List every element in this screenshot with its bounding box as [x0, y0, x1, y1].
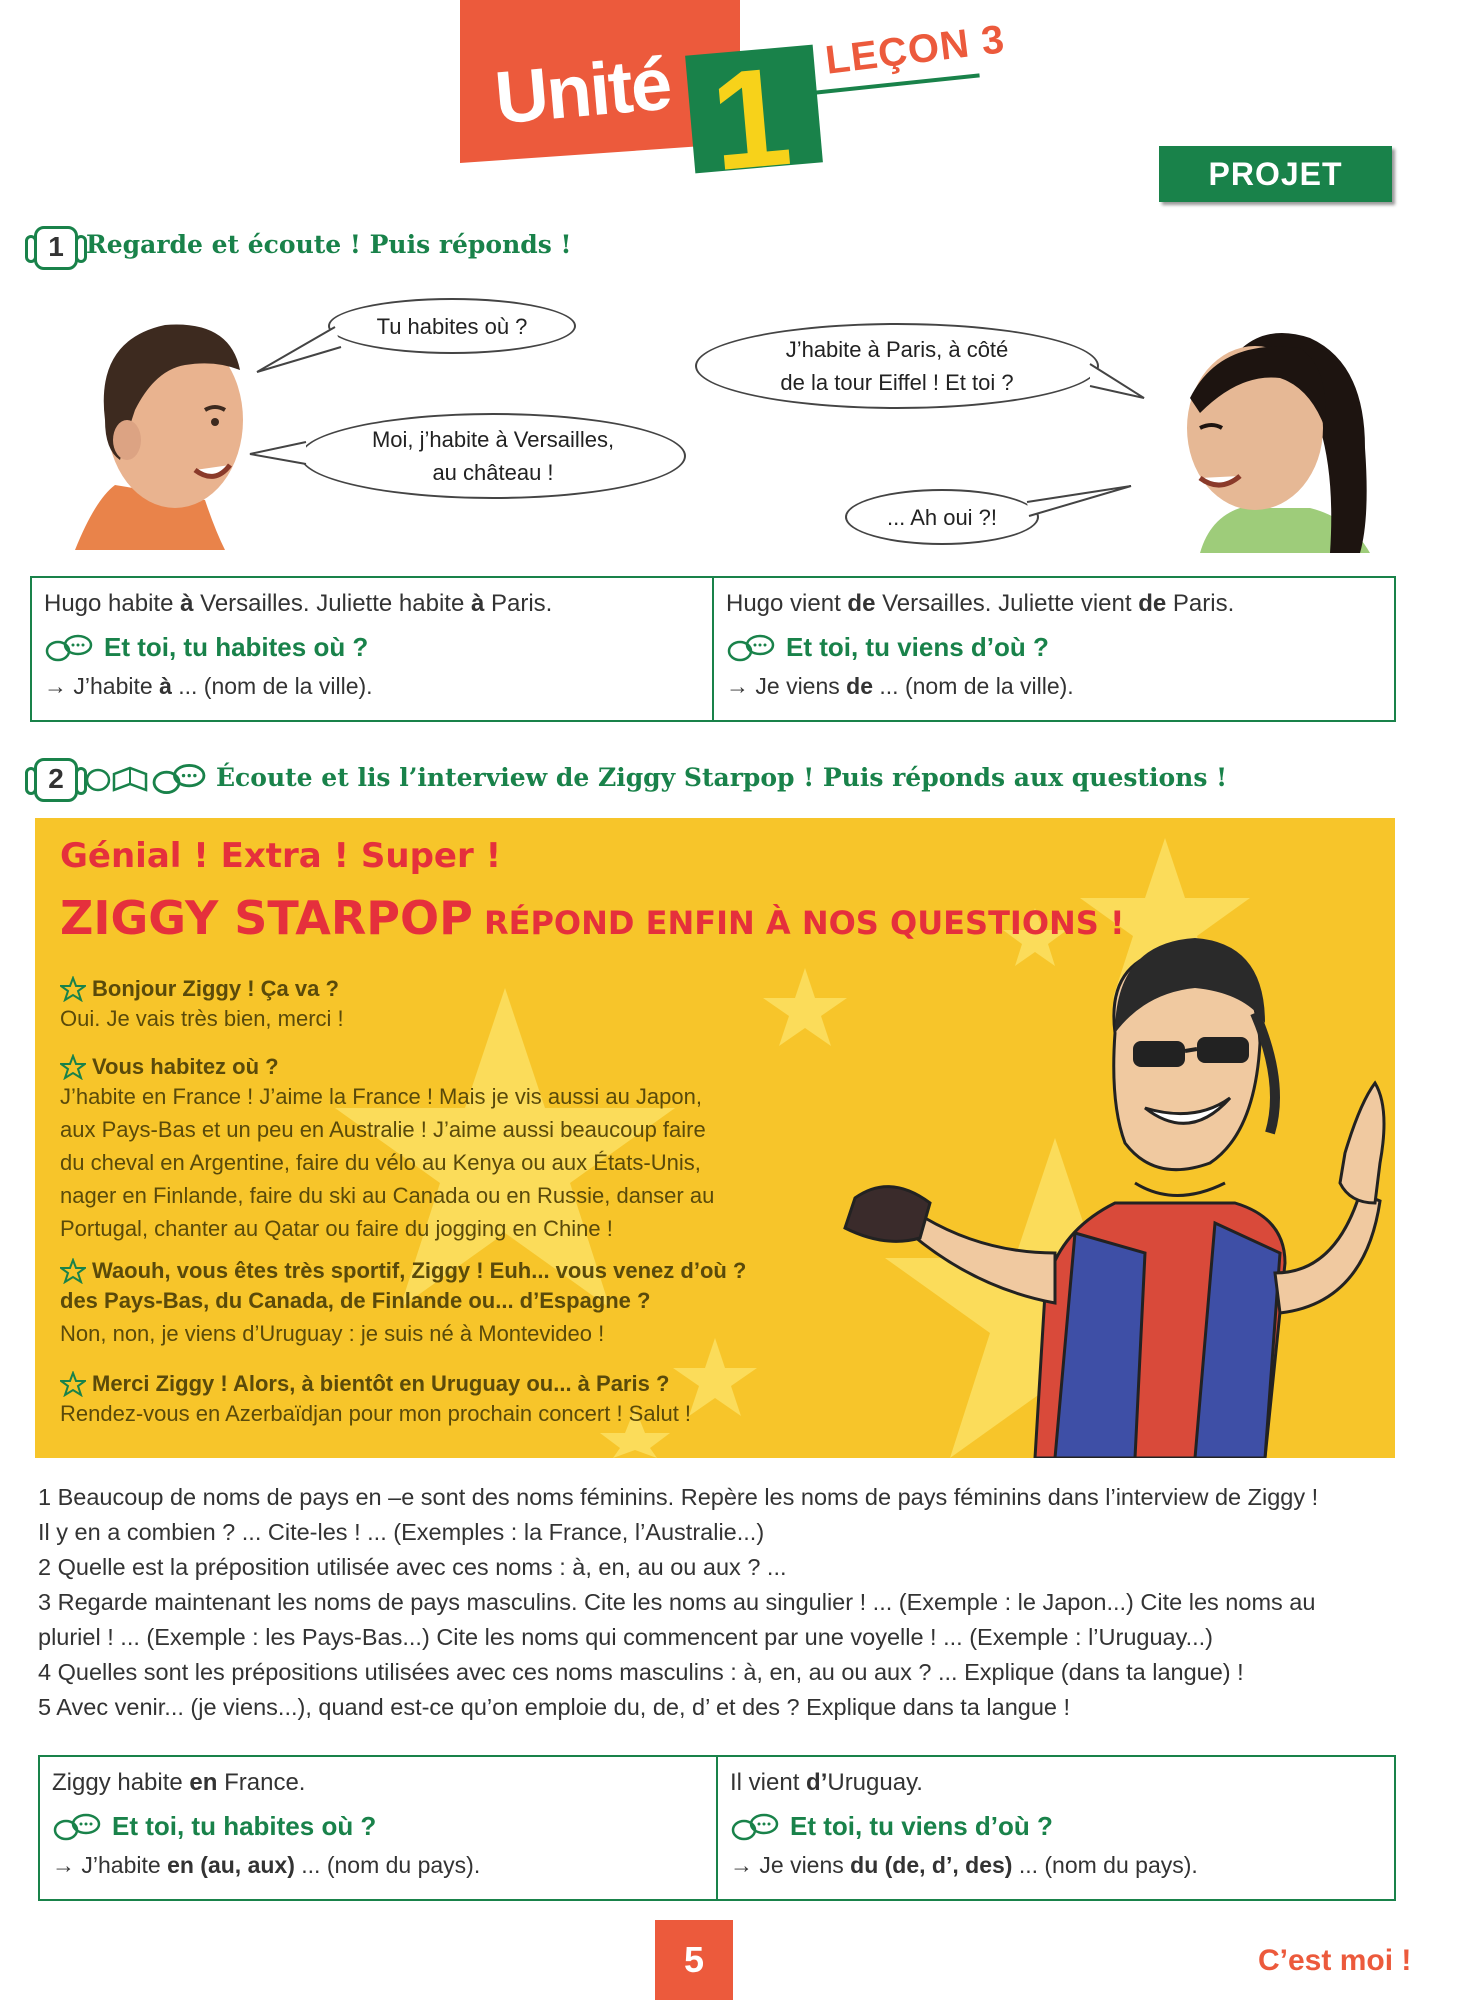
- grammar-example: Hugo habite à Versailles. Juliette habite à Paris.: [44, 590, 553, 617]
- grammar-cell-habiter: [32, 578, 712, 720]
- grammar-cell-venir-pays: [716, 1757, 1394, 1899]
- star-icon: [60, 976, 86, 1002]
- question-line: 1 Beaucoup de noms de pays en –e sont des noms féminins. Repère les noms de pays féminins dans l’interview de Ziggy !: [38, 1484, 1319, 1510]
- grammar-box-1: [30, 576, 1396, 722]
- bubble-tail: [255, 325, 345, 375]
- speech-icon: [730, 1812, 780, 1842]
- interview-qa-4: Merci Ziggy ! Alors, à bientôt en Uruguay ou... à Paris ? Rendez-vous en Azerbaïdjan pour mon prochain concert ! Salut !: [60, 1371, 692, 1426]
- grammar-question: Et toi, tu viens d’où ?: [726, 632, 1382, 663]
- grammar-box-2: [38, 1755, 1396, 1901]
- grammar-answer: → Je viens de ... (nom de la ville).: [726, 673, 1074, 699]
- comprehension-questions: [38, 1480, 1408, 1725]
- ziggy-starpop-illustration: [815, 933, 1395, 1458]
- bubble-tail: [1088, 362, 1148, 402]
- exercise-number-badge: 2: [34, 758, 78, 802]
- star-icon: [60, 1054, 86, 1080]
- grammar-answer: → Je viens du (de, d’, des) ... (nom du pays).: [730, 1852, 1198, 1878]
- question-line: 2 Quelle est la préposition utilisée avec ces noms : à, en, au ou aux ? ...: [38, 1554, 787, 1580]
- speech-icon: [150, 762, 208, 796]
- speech-bubble-juliette-ah: ... Ah oui ?!: [845, 489, 1039, 545]
- question-line: 3 Regarde maintenant les noms de pays masculins. Cite les noms au singulier ! ... (Exemple : le Japon...) Cite les noms au: [38, 1589, 1316, 1615]
- grammar-answer: → J’habite à ... (nom de la ville).: [44, 673, 373, 699]
- question-line: pluriel ! ... (Exemple : les Pays-Bas...) Cite les noms qui commencent par une voyelle ! ... (Exemple : l’Uruguay...): [38, 1624, 1214, 1650]
- grammar-example: Ziggy habite en France.: [52, 1769, 306, 1796]
- bubble-tail: [1025, 484, 1135, 524]
- interview-qa-2: Vous habitez où ? J’habite en France ! J’aime la France ! Mais je vis aussi au Japon, aux Pays-Bas et un peu en Australie ! J’aime aussi beaucoup faire du cheval en Argentine, faire du vélo au Kenya ou aux États-Unis, nager en Finlande, faire du ski au Canada ou en Russie, danser au Portugal, chanter au Qatar ou faire du jogging en Chine !: [60, 1054, 715, 1241]
- grammar-question: Et toi, tu habites où ?: [52, 1811, 704, 1842]
- exercise-number-badge: 1: [34, 226, 78, 270]
- projet-badge: PROJET: [1159, 146, 1392, 202]
- speech-icon: [44, 633, 94, 663]
- interview-kicker: Génial ! Extra ! Super !: [60, 836, 502, 876]
- grammar-example: Il vient d’Uruguay.: [730, 1769, 923, 1796]
- book-title: C’est moi !: [1258, 1944, 1412, 1977]
- grammar-example: Hugo vient de Versailles. Juliette vient de Paris.: [726, 590, 1235, 617]
- speech-bubble-hugo-question: Tu habites où ?: [328, 298, 576, 354]
- speech-bubble-hugo-answer: Moi, j’habite à Versailles, au château !: [300, 413, 686, 499]
- star-icon: [60, 1258, 86, 1284]
- boy-photo: [65, 300, 250, 550]
- unit-number: 1: [705, 36, 797, 201]
- exercise-instruction: Regarde et écoute ! Puis réponds !: [86, 230, 572, 259]
- bubble-tail: [248, 440, 308, 470]
- star-icon: [60, 1371, 86, 1397]
- unit-label: Unité: [491, 41, 674, 140]
- interview-qa-3: Waouh, vous êtes très sportif, Ziggy ! Euh... vous venez d’où ? des Pays-Bas, du Canada, de Finlande ou... d’Espagne ? Non, non, je viens d’Uruguay : je suis né à Montevideo !: [60, 1258, 747, 1346]
- grammar-question: Et toi, tu habites où ?: [44, 632, 700, 663]
- question-line: 5 Avec venir... (je viens...), quand est-ce qu’on emploie du, de, d’ et des ? Explique dans ta langue !: [38, 1694, 1071, 1720]
- grammar-answer: → J’habite en (au, aux) ... (nom du pays).: [52, 1852, 481, 1878]
- exercise-instruction: Écoute et lis l’interview de Ziggy Starpop ! Puis réponds aux questions !: [216, 763, 1228, 792]
- question-line: 4 Quelles sont les prépositions utilisées avec ces noms masculins : à, en, au ou aux ? ... Explique (dans ta langue) !: [38, 1659, 1244, 1685]
- interview-title: ZIGGY STARPOP RÉPOND ENFIN À NOS QUESTIONS !: [60, 891, 1125, 945]
- speech-icon: [52, 1812, 102, 1842]
- girl-photo: [1160, 318, 1385, 553]
- grammar-cell-habiter-pays: [40, 1757, 716, 1899]
- interview-qa-1: Bonjour Ziggy ! Ça va ? Oui. Je vais très bien, merci !: [60, 976, 344, 1031]
- page-number: 5: [655, 1920, 733, 2000]
- grammar-question: Et toi, tu viens d’où ?: [730, 1811, 1382, 1842]
- lesson-label: LEÇON 3: [822, 17, 1008, 83]
- speech-icon: [726, 633, 776, 663]
- read-icon: [84, 762, 150, 796]
- question-line: Il y en a combien ? ... Cite-les ! ... (Exemples : la France, l’Australie...): [38, 1519, 765, 1545]
- speech-bubble-juliette: J’habite à Paris, à côté de la tour Eiffel ! Et toi ?: [695, 323, 1099, 409]
- interview-panel: [35, 818, 1395, 1458]
- grammar-cell-venir: [712, 578, 1394, 720]
